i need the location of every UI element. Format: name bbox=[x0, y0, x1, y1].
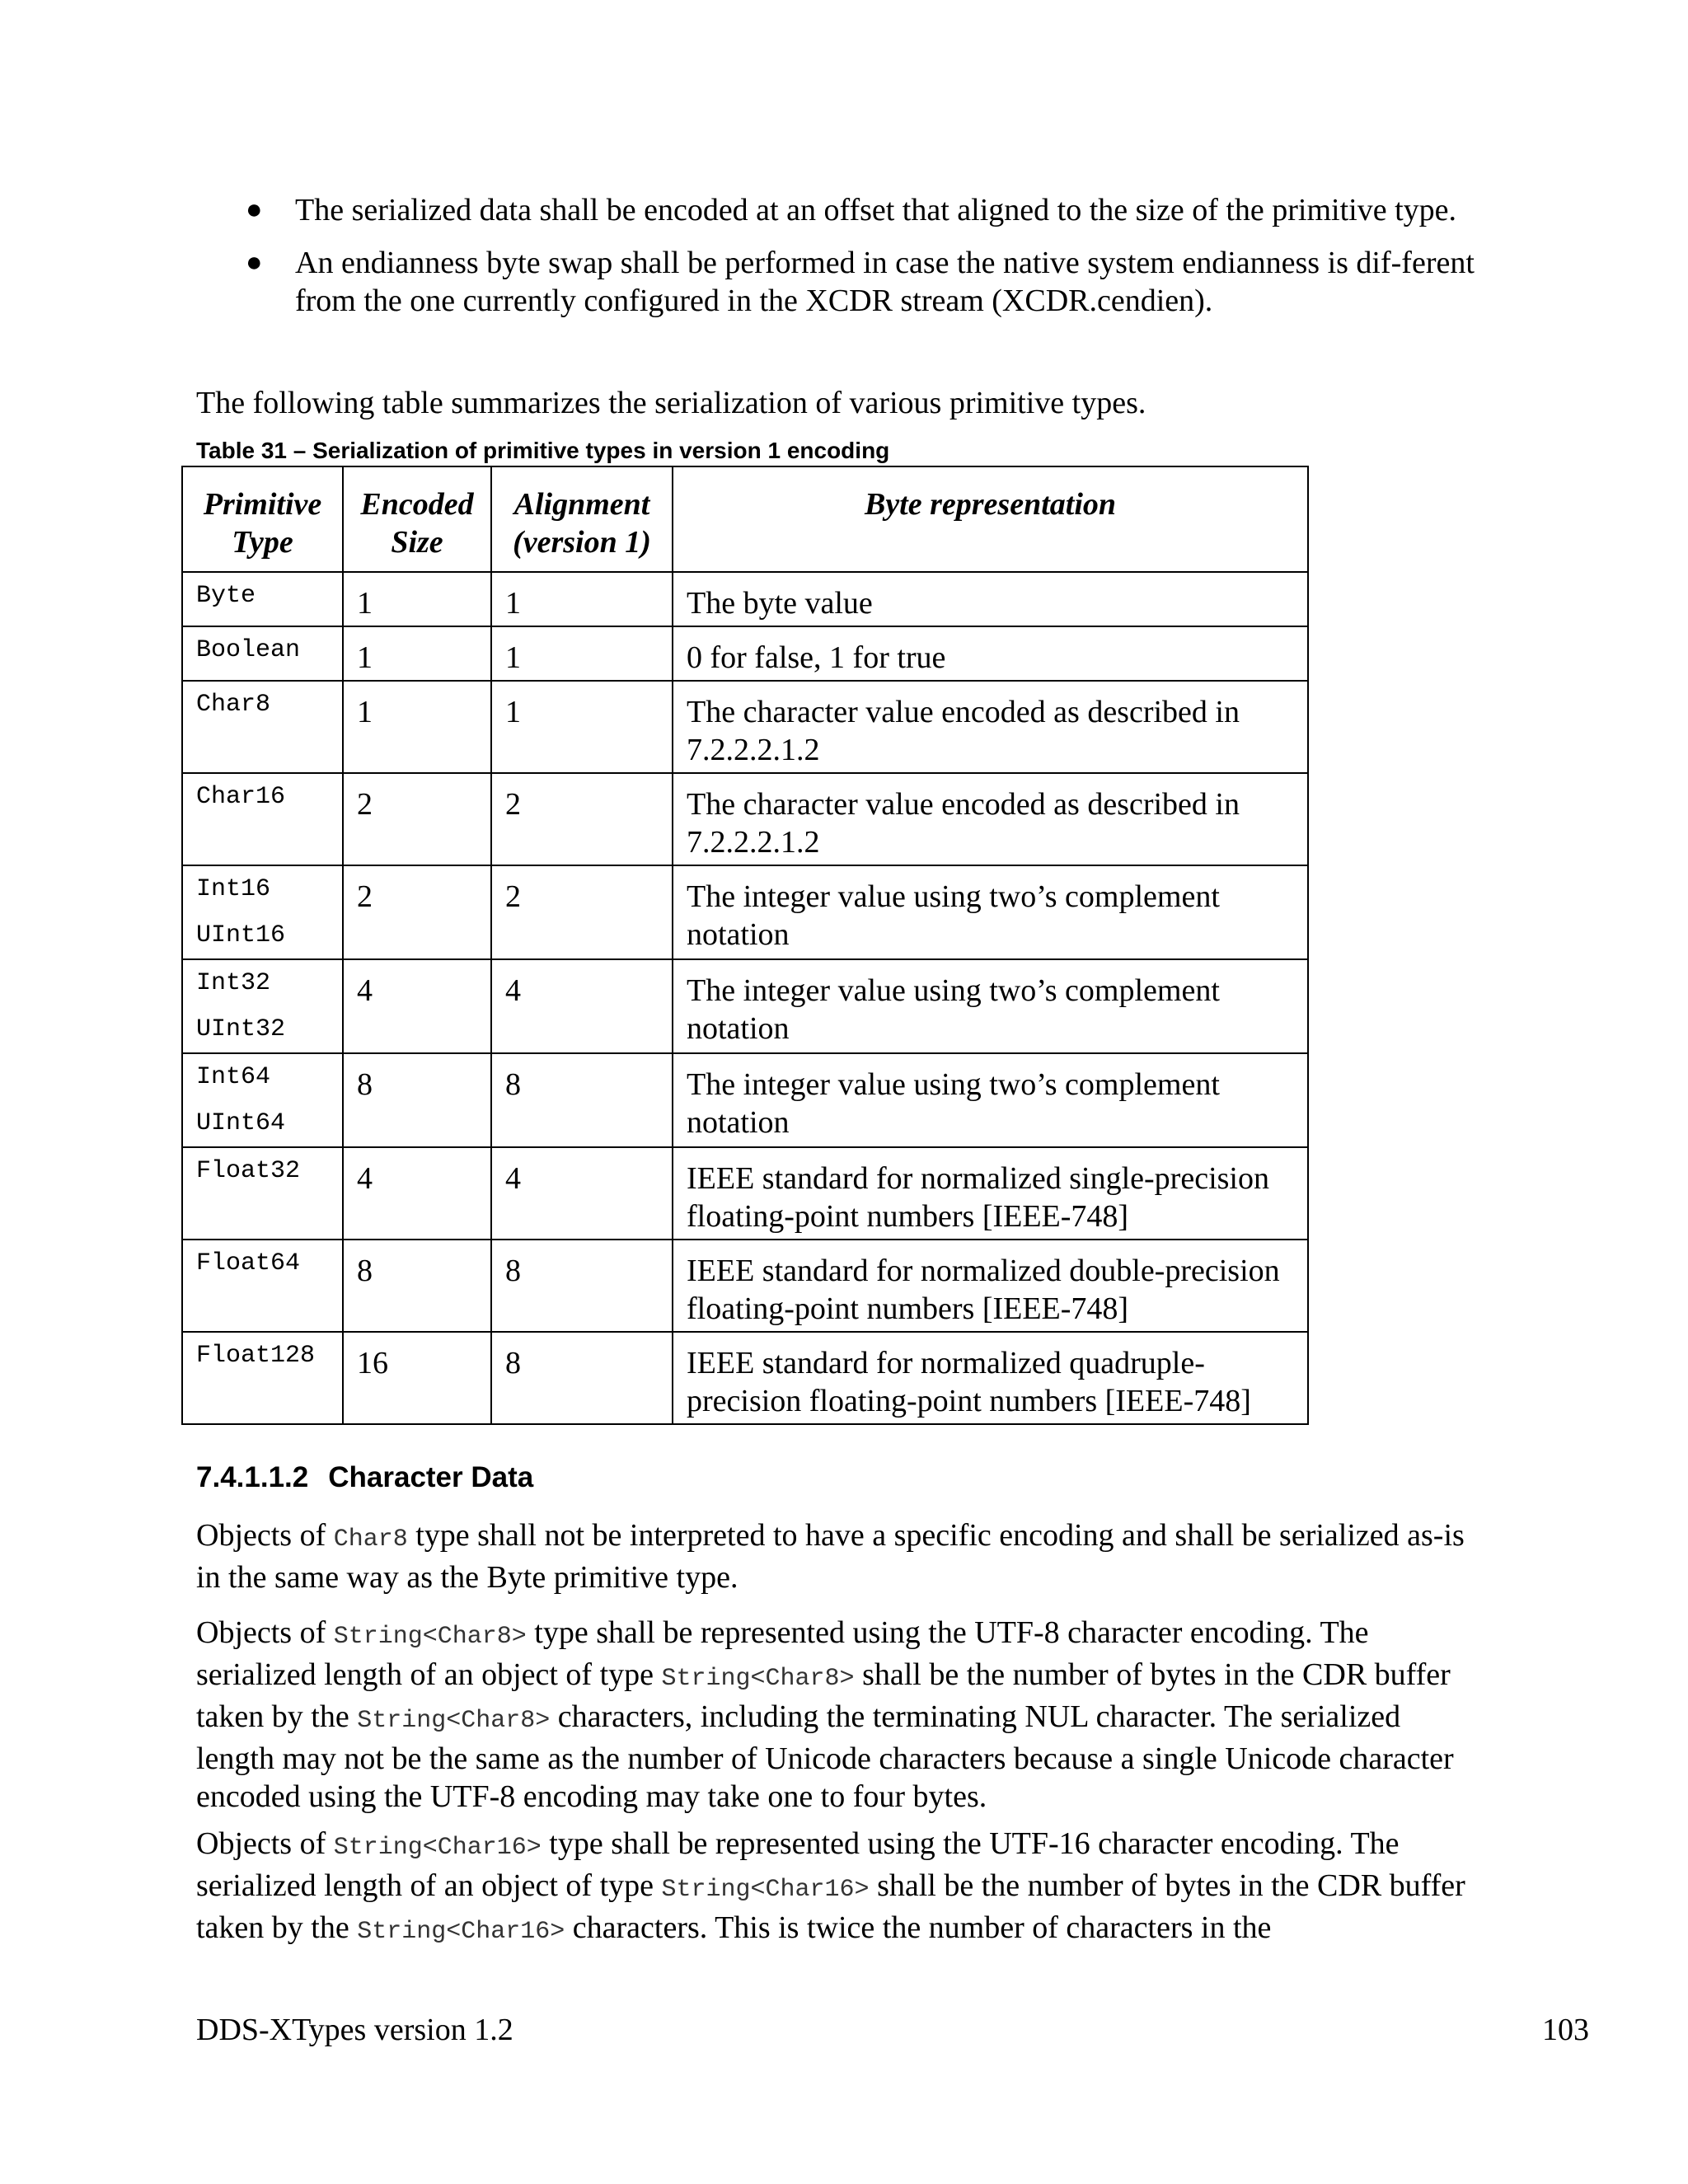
cell-byte-representation: The integer value using two’s complement notation bbox=[673, 865, 1308, 959]
table-header-row bbox=[182, 466, 1308, 572]
table-row bbox=[182, 1147, 1308, 1240]
cell-byte-representation: The integer value using two’s complement notation bbox=[673, 1053, 1308, 1147]
header-alignment: Alignment (version 1) bbox=[491, 466, 673, 572]
paragraph-text: type shall be represented using the UTF-16 character encoding. The serialized length of an object of type bbox=[196, 1826, 1400, 1903]
cell-encoded-size: 2 bbox=[343, 773, 491, 865]
section-title: Character Data bbox=[328, 1461, 534, 1493]
cell-primitive-type bbox=[182, 1332, 343, 1424]
table-row bbox=[182, 1332, 1308, 1424]
bullet-list bbox=[196, 191, 1482, 335]
table-row bbox=[182, 1053, 1308, 1147]
type-name: Int64 bbox=[196, 1063, 271, 1091]
bullet-item bbox=[196, 191, 1482, 229]
cell-primitive-type bbox=[182, 865, 343, 959]
table-row bbox=[182, 1240, 1308, 1332]
cell-primitive-type bbox=[182, 773, 343, 865]
paragraph-text: Objects of bbox=[196, 1615, 334, 1650]
table-row bbox=[182, 626, 1308, 681]
header-encoded-size: Encoded Size bbox=[343, 466, 491, 572]
paragraph-char8 bbox=[196, 1516, 1482, 1596]
header-byte-representation: Byte representation bbox=[673, 466, 1308, 572]
table-body bbox=[182, 572, 1308, 1424]
cell-encoded-size: 2 bbox=[343, 865, 491, 959]
inline-code: String<Char8> bbox=[357, 1707, 551, 1735]
cell-alignment: 4 bbox=[491, 959, 673, 1053]
cell-alignment: 8 bbox=[491, 1332, 673, 1424]
table-row bbox=[182, 773, 1308, 865]
cell-byte-representation: IEEE standard for normalized quadruple-precision floating-point numbers [IEEE-748] bbox=[673, 1332, 1308, 1424]
paragraph-text: shall be the number of bytes in the CDR buffer taken by the bbox=[196, 1657, 1451, 1734]
inline-code: String<Char16> bbox=[333, 1834, 542, 1862]
type-name: UInt16 bbox=[196, 921, 286, 949]
primitive-types-table bbox=[181, 466, 1309, 1425]
table-row bbox=[182, 681, 1308, 773]
cell-alignment: 1 bbox=[491, 626, 673, 681]
table-row bbox=[182, 959, 1308, 1053]
cell-alignment: 4 bbox=[491, 1147, 673, 1240]
cell-encoded-size: 4 bbox=[343, 959, 491, 1053]
table-caption: Table 31 – Serialization of primitive types in version 1 encoding bbox=[196, 438, 890, 463]
inline-code: String<Char8> bbox=[333, 1623, 527, 1651]
type-name: Float32 bbox=[196, 1157, 301, 1185]
cell-primitive-type bbox=[182, 681, 343, 773]
paragraph-text: type shall be represented using the UTF-8 character encoding. The serialized length of an object of type bbox=[196, 1615, 1369, 1692]
bullet-dot-icon: ● bbox=[246, 194, 263, 225]
type-name: Float64 bbox=[196, 1249, 301, 1277]
cell-primitive-type bbox=[182, 959, 343, 1053]
footer-document-title: DDS-XTypes version 1.2 bbox=[196, 2013, 513, 2047]
inline-code: Char8 bbox=[333, 1526, 408, 1554]
cell-primitive-type bbox=[182, 1240, 343, 1332]
cell-encoded-size: 1 bbox=[343, 572, 491, 626]
cell-alignment: 1 bbox=[491, 681, 673, 773]
type-name: Int16 bbox=[196, 875, 271, 903]
type-name: Boolean bbox=[196, 636, 301, 664]
section-heading bbox=[196, 1460, 533, 1495]
cell-byte-representation: 0 for false, 1 for true bbox=[673, 626, 1308, 681]
bullet-dot-icon: ● bbox=[246, 247, 263, 278]
bullet-item bbox=[196, 244, 1482, 320]
type-name: Char16 bbox=[196, 783, 286, 811]
table-row bbox=[182, 865, 1308, 959]
type-name: Int32 bbox=[196, 969, 271, 997]
bullet-text: The serialized data shall be encoded at an offset that aligned to the size of the primitive type. bbox=[295, 193, 1457, 227]
cell-primitive-type bbox=[182, 626, 343, 681]
intro-paragraph: The following table summarizes the serialization of various primitive types. bbox=[196, 386, 1146, 420]
inline-code: String<Char16> bbox=[661, 1876, 870, 1904]
inline-code: String<Char8> bbox=[661, 1665, 855, 1693]
paragraph-text: characters, including the terminating NUL character. The serialized length may not be the same as the number of Unicode characters because a single Unicode character encoded using the UTF-8 encoding may take one to four bytes. bbox=[196, 1699, 1454, 1814]
type-name: Byte bbox=[196, 582, 256, 610]
inline-code: String<Char16> bbox=[357, 1918, 565, 1946]
cell-primitive-type bbox=[182, 1053, 343, 1147]
cell-alignment: 1 bbox=[491, 572, 673, 626]
table-row bbox=[182, 572, 1308, 626]
cell-alignment: 2 bbox=[491, 773, 673, 865]
type-name: UInt64 bbox=[196, 1109, 286, 1137]
cell-alignment: 2 bbox=[491, 865, 673, 959]
cell-encoded-size: 1 bbox=[343, 626, 491, 681]
cell-byte-representation: IEEE standard for normalized double-precision floating-point numbers [IEEE-748] bbox=[673, 1240, 1308, 1332]
cell-encoded-size: 4 bbox=[343, 1147, 491, 1240]
paragraph-text: characters. This is twice the number of characters in the bbox=[565, 1910, 1272, 1945]
header-primitive-type: Primitive Type bbox=[182, 466, 343, 572]
paragraph-text: shall be the number of bytes in the CDR buffer taken by the bbox=[196, 1868, 1465, 1945]
paragraph-text: type shall not be interpreted to have a specific encoding and shall be serialized as-is in the same way as the Byte primitive type. bbox=[196, 1518, 1465, 1595]
cell-primitive-type bbox=[182, 1147, 343, 1240]
cell-byte-representation: The byte value bbox=[673, 572, 1308, 626]
paragraph-text: Objects of bbox=[196, 1518, 334, 1553]
cell-byte-representation: The character value encoded as described in 7.2.2.2.1.2 bbox=[673, 681, 1308, 773]
bullet-text: An endianness byte swap shall be performed in case the native system endianness is dif-ferent from the one currently configured in the XCDR stream (XCDR.cendien). bbox=[295, 246, 1475, 318]
cell-encoded-size: 8 bbox=[343, 1240, 491, 1332]
cell-encoded-size: 16 bbox=[343, 1332, 491, 1424]
type-name: Float128 bbox=[196, 1342, 316, 1370]
paragraph-text: Objects of bbox=[196, 1826, 334, 1861]
type-name: UInt32 bbox=[196, 1015, 286, 1043]
cell-encoded-size: 8 bbox=[343, 1053, 491, 1147]
cell-byte-representation: The integer value using two’s complement notation bbox=[673, 959, 1308, 1053]
footer-page-number: 103 bbox=[1542, 2013, 1589, 2047]
cell-byte-representation: The character value encoded as described in 7.2.2.2.1.2 bbox=[673, 773, 1308, 865]
cell-primitive-type bbox=[182, 572, 343, 626]
cell-encoded-size: 1 bbox=[343, 681, 491, 773]
cell-alignment: 8 bbox=[491, 1053, 673, 1147]
section-number: 7.4.1.1.2 bbox=[196, 1461, 309, 1493]
type-name: Char8 bbox=[196, 691, 271, 719]
cell-alignment: 8 bbox=[491, 1240, 673, 1332]
paragraph-string-char8 bbox=[196, 1614, 1482, 1816]
paragraph-string-char16 bbox=[196, 1825, 1482, 1951]
cell-byte-representation: IEEE standard for normalized single-precision floating-point numbers [IEEE-748] bbox=[673, 1147, 1308, 1240]
